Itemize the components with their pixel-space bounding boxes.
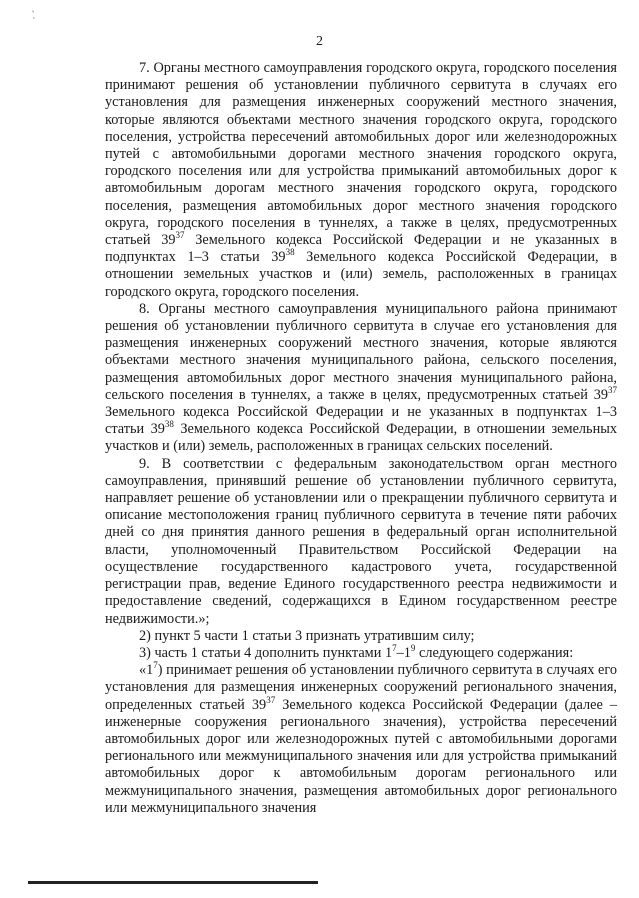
document-body xyxy=(105,60,617,817)
superscript: 37 xyxy=(266,694,276,705)
superscript: 9 xyxy=(410,643,416,654)
text-run: Земельного кодекса Российской Федерации и не указанных в подпунктах 1–3 статьи 39 xyxy=(105,404,617,438)
paragraph-8 xyxy=(105,301,617,456)
paragraph-9 xyxy=(105,456,617,628)
quoted-point-1-7 xyxy=(105,662,617,817)
text-run: следующего содержания: xyxy=(415,644,574,661)
superscript: 7 xyxy=(392,643,397,654)
text-run: 8. Органы местного самоуправления муниципального района принимают решения об установлении публичного сервитута в случае его установления для размещения инженерных сооружений местного значения, которые являются объектами местного значения муниципального района, сельского поселения, размещения автомобильных дорог местного значения муниципального района, сельского поселения в туннелях, а также в целях, предусмотренных статьей 39 xyxy=(105,300,617,403)
text-run: ) принимает решения об установлении публичного сервитута в случаях его установления для размещения инженерных сооружений регионального значения, определенных статьей 39 xyxy=(105,662,617,713)
superscript: 38 xyxy=(285,247,295,258)
superscript: 37 xyxy=(175,230,185,241)
text-run: Земельного кодекса Российской Федерации и не указанных в подпунктах 1–3 статьи 39 xyxy=(105,232,617,266)
text-run: «1 xyxy=(139,662,154,679)
superscript: 7 xyxy=(153,660,158,671)
text-run: Земельного кодекса Российской Федерации, в отношении земельных участков и (или) земель, расположенных в границах сельских поселений. xyxy=(105,421,617,455)
bottom-rule xyxy=(28,881,318,884)
scan-corner-mark: `. xyxy=(28,9,38,22)
text-run: 9. В соответствии с федеральным законодательством орган местного самоуправления, принявший решение об установлении публичного сервитута, направляет решение об установлении или о прекращении публичного сервитута и описание местоположения границ публичного сервитута в течение пяти рабочих дней со дня принятия данного решения в федеральный орган исполнительной власти, уполномоченный Правительством Российской Федерации на осуществление государственного кадастрового учета, государственной регистрации прав, ведение Единого государственного реестра недвижимости и предоставление сведений, содержащихся в Едином государственном реестре недвижимости.»; xyxy=(105,455,617,627)
text-run: Земельного кодекса Российской Федерации, в отношении земельных участков и (или) земель, расположенных в границах городского округа, городского поселения. xyxy=(105,249,618,300)
superscript: 38 xyxy=(164,419,174,430)
text-run: 3) часть 1 статьи 4 дополнить пунктами 1 xyxy=(139,644,393,661)
paragraph-7 xyxy=(105,60,617,301)
text-run: Земельного кодекса Российской Федерации (далее – инженерные сооружения регионального значения), устройства пересечений автомобильных дорог или железнодорожных путей с автомобильными дорогами регионального или межмуниципального значения или для устройства примыканий автомобильных дорог к автомобильным дорогам регионального или межмуниципального значения, размещения автомобильных дорог регионального или межмуниципального значения xyxy=(105,696,618,816)
item-2 xyxy=(105,628,617,645)
text-run: –1 xyxy=(396,644,411,661)
text-run: 7. Органы местного самоуправления городского округа, городского поселения принимают решения об установлении публичного сервитута в случаях его установления для размещения инженерных сооружений местного значения, которые являются объектами местного значения городского округа, городского поселения, устройства пересечений автомобильных дорог или железнодорожных путей с автомобильными дорогами местного значения городского округа, городского поселения или для устройства примыканий автомобильных дорог к автомобильным дорогам местного значения городского округа, городского поселения, размещения автомобильных дорог местного значения городского округа, городского поселения в туннелях, а также в целях, предусмотренных статьей 39 xyxy=(105,60,617,249)
item-3 xyxy=(105,645,617,662)
superscript: 37 xyxy=(608,385,617,396)
page-number: 2 xyxy=(316,34,323,49)
text-run: 2) пункт 5 части 1 статьи 3 признать утратившим силу; xyxy=(139,627,475,644)
